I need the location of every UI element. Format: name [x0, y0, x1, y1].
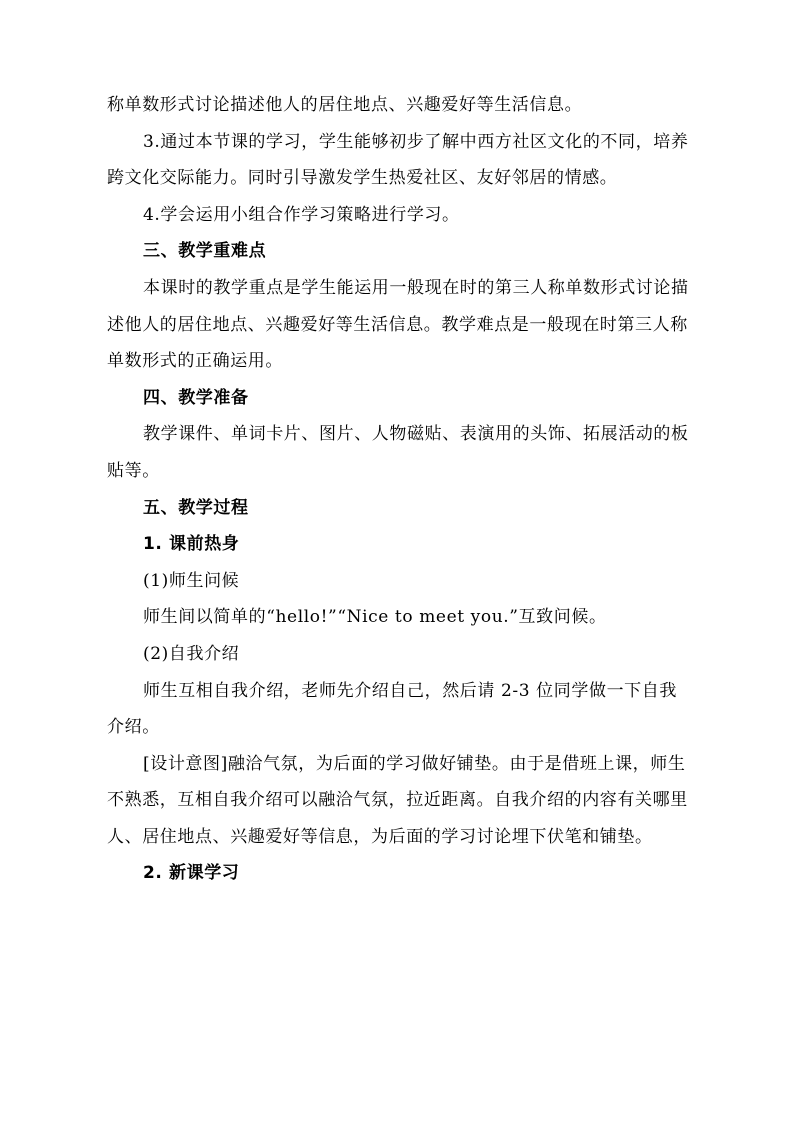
heading-new-lesson: 2. 新课学习	[143, 863, 240, 884]
paragraph-1: 称单数形式讨论描述他人的居住地点、兴趣爱好等生活信息。	[107, 95, 583, 115]
heading-key-difficult-points: 三、教学重难点	[143, 241, 267, 262]
paragraph-objective-4: 4.学会运用小组合作学习策略进行学习。	[143, 204, 460, 225]
heading-preparation: 四、教学准备	[143, 387, 249, 408]
paragraph-self-intro: 师生互相自我介绍，老师先介绍自己，然后请 2-3 位同学做一下自我介绍。	[107, 680, 677, 738]
paragraph-key-points: 本课时的教学重点是学生能运用一般现在时的第三人称单数形式讨论描述他人的居住地点、兴趣爱好等生活信息。教学难点是一般现在时第三人称单数形式的正确运用。	[107, 277, 689, 372]
subheading-greeting: (1)师生问候	[143, 570, 240, 591]
paragraph-preparation: 教学课件、单词卡片、图片、人物磁贴、表演用的头饰、拓展活动的板贴等。	[107, 424, 689, 481]
paragraph-design-intent: [设计意图]融洽气氛，为后面的学习做好铺垫。由于是借班上课，师生不熟悉，互相自我介绍可以融洽气氛，拉近距离。自我介绍的内容有关哪里人、居住地点、兴趣爱好等信息，为后面的学习讨论埋下伏笔和铺垫。	[107, 753, 688, 847]
document-body	[107, 87, 692, 892]
heading-process: 五、教学过程	[143, 497, 249, 518]
heading-warmup: 1. 课前热身	[143, 534, 240, 555]
paragraph-objective-3: 3.通过本节课的学习，学生能够初步了解中西方社区文化的不同，培养跨文化交际能力。同时引导激发学生热爱社区、友好邻居的情感。	[107, 131, 689, 189]
subheading-self-intro: (2)自我介绍	[143, 643, 240, 664]
paragraph-greeting: 师生间以简单的“hello!”“Nice to meet you.”互致问候。	[143, 607, 607, 628]
